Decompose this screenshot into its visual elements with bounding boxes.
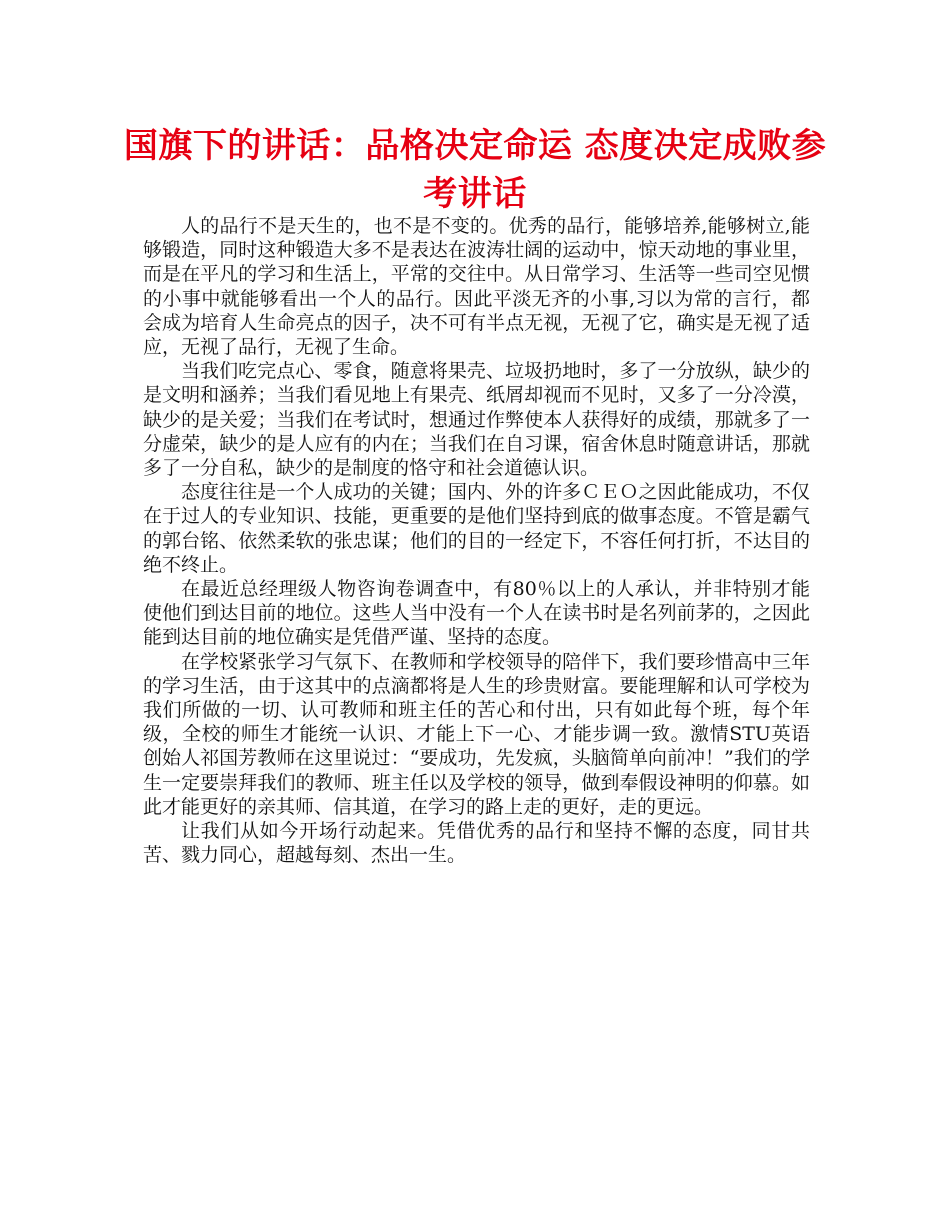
- paragraph-4: 在最近总经理级人物咨询卷调查中，有80％以上的人承认，并非特别才能使他们到达目前的地位。这些人当中没有一个人在读书时是名列前茅的，之因此能到达目前的地位确实是凭借严谨、坚持的态度。: [143, 578, 810, 649]
- paragraph-5: 在学校紧张学习气氛下、在教师和学校领导的陪伴下，我们要珍惜高中三年的学习生活，由于这其中的点滴都将是人生的珍贵财富。要能理解和认可学校为我们所做的一切、认可教师和班主任的苦心和付出，只有如此每个班，每个年级，全校的师生才能统一认识、才能上下一心、才能步调一致。激情STU英语创始人祁国芳教师在这里说过：“要成功，先发疯，头脑简单向前冲！”我们的学生一定要崇拜我们的教师、班主任以及学校的领导，做到奉假设神明的仰慕。如此才能更好的亲其师、信其道，在学习的路上走的更好，走的更远。: [143, 650, 810, 818]
- paragraph-6: 让我们从如今开场行动起来。凭借优秀的品行和坚持不懈的态度，同甘共苦、戮力同心，超越每刻、杰出一生。: [143, 820, 810, 867]
- paragraph-1: 人的品行不是天生的，也不是不变的。优秀的品行，能够培养,能够树立,能够锻造，同时这种锻造大多不是表达在波涛壮阔的运动中，惊天动地的事业里，而是在平凡的学习和生活上，平常的交往中。从日常学习、生活等一些司空见惯的小事中就能够看出一个人的品行。因此平淡无齐的小事,习以为常的言行，都会成为培育人生命亮点的因子，决不可有半点无视，无视了它，确实是无视了适应，无视了品行，无视了生命。: [143, 215, 810, 359]
- document-title: 国旗下的讲话：品格决定命运 态度决定成败参考讲话: [123, 126, 827, 214]
- paragraph-2: 当我们吃完点心、零食，随意将果壳、垃圾扔地时，多了一分放纵，缺少的是文明和涵养；当我们看见地上有果壳、纸屑却视而不见时，又多了一分冷漠，缺少的是关爱；当我们在考试时，想通过作弊使本人获得好的成绩，那就多了一分虚荣，缺少的是人应有的内在；当我们在自习课，宿舍休息时随意讲话，那就多了一分自私，缺少的是制度的恪守和社会道德认识。: [143, 360, 810, 480]
- document-body: [143, 214, 810, 867]
- paragraph-3: 态度往往是一个人成功的关键；国内、外的许多ＣＥＯ之因此能成功，不仅在于过人的专业知识、技能，更重要的是他们坚持到底的做事态度。不管是霸气的郭台铭、依然柔软的张忠谋；他们的目的一经定下，不容任何打折，不达目的绝不终止。: [143, 481, 810, 576]
